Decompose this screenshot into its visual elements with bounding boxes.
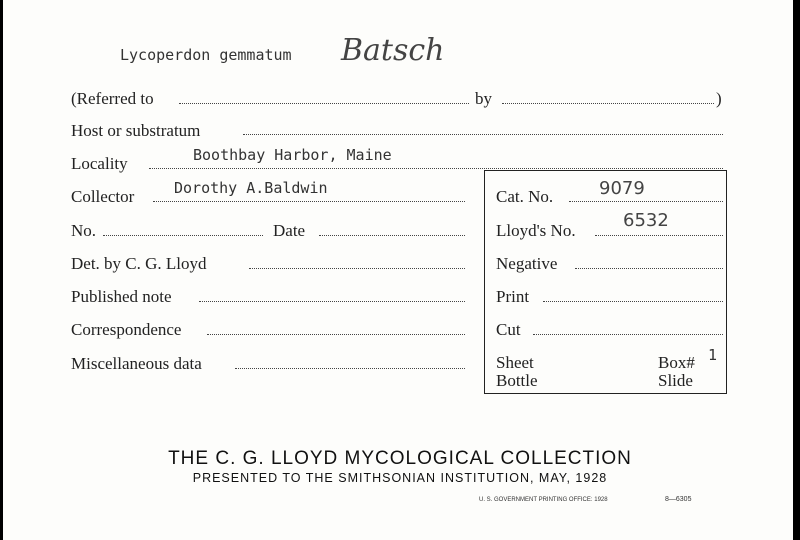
misc-label: Miscellaneous data — [71, 354, 202, 373]
cat-no-line — [569, 201, 723, 202]
by-line — [502, 103, 714, 104]
misc-line — [235, 368, 465, 369]
host-line — [243, 134, 723, 135]
bottle-label: Bottle — [496, 371, 538, 390]
published-line — [199, 301, 465, 302]
cat-no-value: 9079 — [599, 178, 645, 199]
lloyds-no-value: 6532 — [623, 210, 669, 231]
date-label: Date — [273, 221, 306, 240]
no-label: No. — [71, 221, 97, 240]
referred-to-label: (Referred to — [71, 89, 154, 108]
catalog-card — [3, 0, 793, 540]
lloyds-no-label: Lloyd's No. — [496, 221, 576, 240]
collection-title: THE C. G. LLOYD MYCOLOGICAL COLLECTION — [168, 448, 632, 469]
box-no-label: Box# — [658, 353, 695, 372]
referred-to-line — [179, 103, 469, 104]
cut-line — [533, 334, 723, 335]
print-label: Print — [496, 287, 530, 306]
negative-line — [575, 268, 723, 269]
locality-value: Boothbay Harbor, Maine — [193, 146, 392, 164]
collector-line — [153, 201, 465, 202]
locality-line — [149, 168, 723, 169]
collector-label: Collector — [71, 187, 135, 206]
slide-label: Slide — [658, 371, 693, 390]
locality-label: Locality — [71, 154, 128, 173]
det-line — [249, 268, 465, 269]
collection-subtitle: PRESENTED TO THE SMITHSONIAN INSTITUTION, MAY, 1928 — [192, 471, 608, 485]
no-line — [103, 235, 263, 236]
print-line — [543, 301, 723, 302]
det-label: Det. by C. G. Lloyd — [71, 254, 207, 273]
cut-label: Cut — [496, 320, 521, 339]
lloyds-no-line — [595, 235, 723, 236]
specimen-author: Batsch — [341, 33, 445, 68]
correspondence-line — [207, 334, 465, 335]
date-line — [319, 235, 465, 236]
name-rule — [120, 66, 420, 67]
cat-no-label: Cat. No. — [496, 187, 554, 206]
printer-credit: U. S. GOVERNMENT PRINTING OFFICE: 1928 — [479, 497, 608, 503]
correspondence-label: Correspondence — [71, 320, 182, 339]
specimen-name: Lycoperdon gemmatum — [120, 46, 292, 64]
by-label: by — [475, 89, 492, 108]
negative-label: Negative — [496, 254, 558, 273]
collector-value: Dorothy A.Baldwin — [174, 179, 328, 197]
sheet-label: Sheet — [496, 353, 534, 372]
box-no-value: 1 — [708, 346, 718, 364]
close-paren: ) — [716, 89, 722, 108]
published-label: Published note — [71, 287, 172, 306]
form-number: 8—6305 — [665, 496, 692, 503]
host-label: Host or substratum — [71, 121, 201, 140]
